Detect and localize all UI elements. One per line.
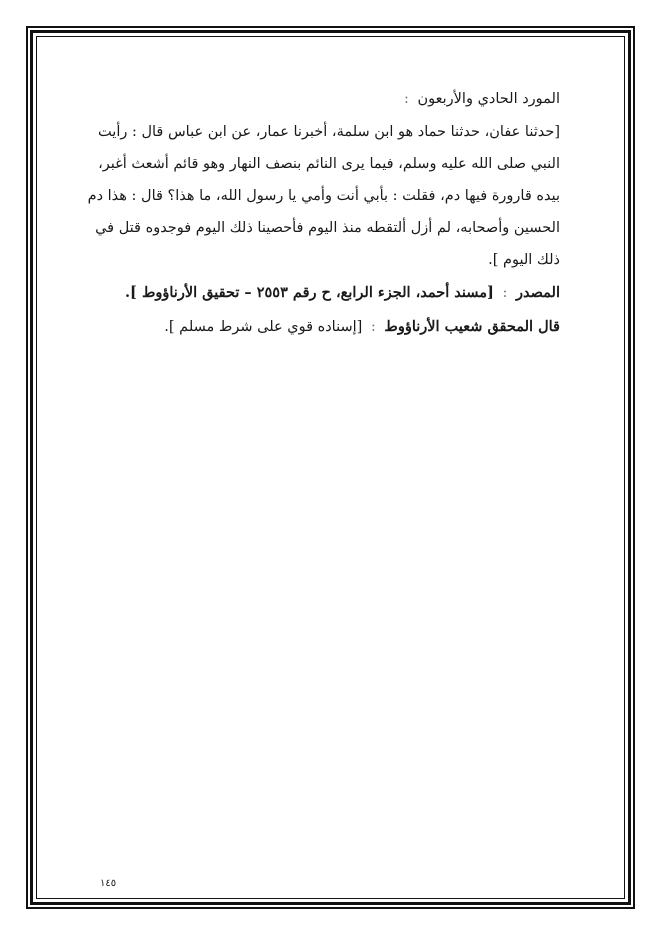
source-separator: : xyxy=(502,285,508,301)
heading-separator: : xyxy=(403,91,409,107)
heading-text: المورد الحادي والأربعون xyxy=(417,91,560,107)
document-body xyxy=(87,82,560,344)
hadith-line: بيده قارورة فيها دم، فقلت : بأبي أنت وأمي يا رسول الله، ما هذا؟ قال : هذا دم xyxy=(87,188,560,204)
hadith-line: النبي صلى الله عليه وسلم، فيما يرى النائم بنصف النهار وهو قائم أشعث أغبر، xyxy=(98,156,560,172)
verifier-separator: : xyxy=(370,319,376,335)
hadith-line: [حدثنا عفان، حدثنا حماد هو ابن سلمة، أخبرنا عمار، عن ابن عباس قال : رأيت xyxy=(98,124,560,140)
hadith-line: ذلك اليوم ]. xyxy=(488,252,560,268)
verifier-value: [إسناده قوي على شرط مسلم ]. xyxy=(164,319,363,335)
source-label: المصدر xyxy=(515,284,560,301)
hadith-line: الحسين وأصحابه، لم أزل ألتقطه منذ اليوم فأحصينا ذلك اليوم فوجدوه قتل في xyxy=(95,220,560,236)
page-number: ١٤٥ xyxy=(100,878,117,889)
section-heading xyxy=(100,82,560,116)
source-line xyxy=(100,276,560,310)
source-value: [مسند أحمد، الجزء الرابع، ح رقم ٢٥٥٣ – تحقيق الأرناؤوط ]. xyxy=(125,284,494,301)
verifier-line xyxy=(100,310,560,344)
verifier-label: قال المحقق شعيب الأرناؤوط xyxy=(384,318,560,335)
